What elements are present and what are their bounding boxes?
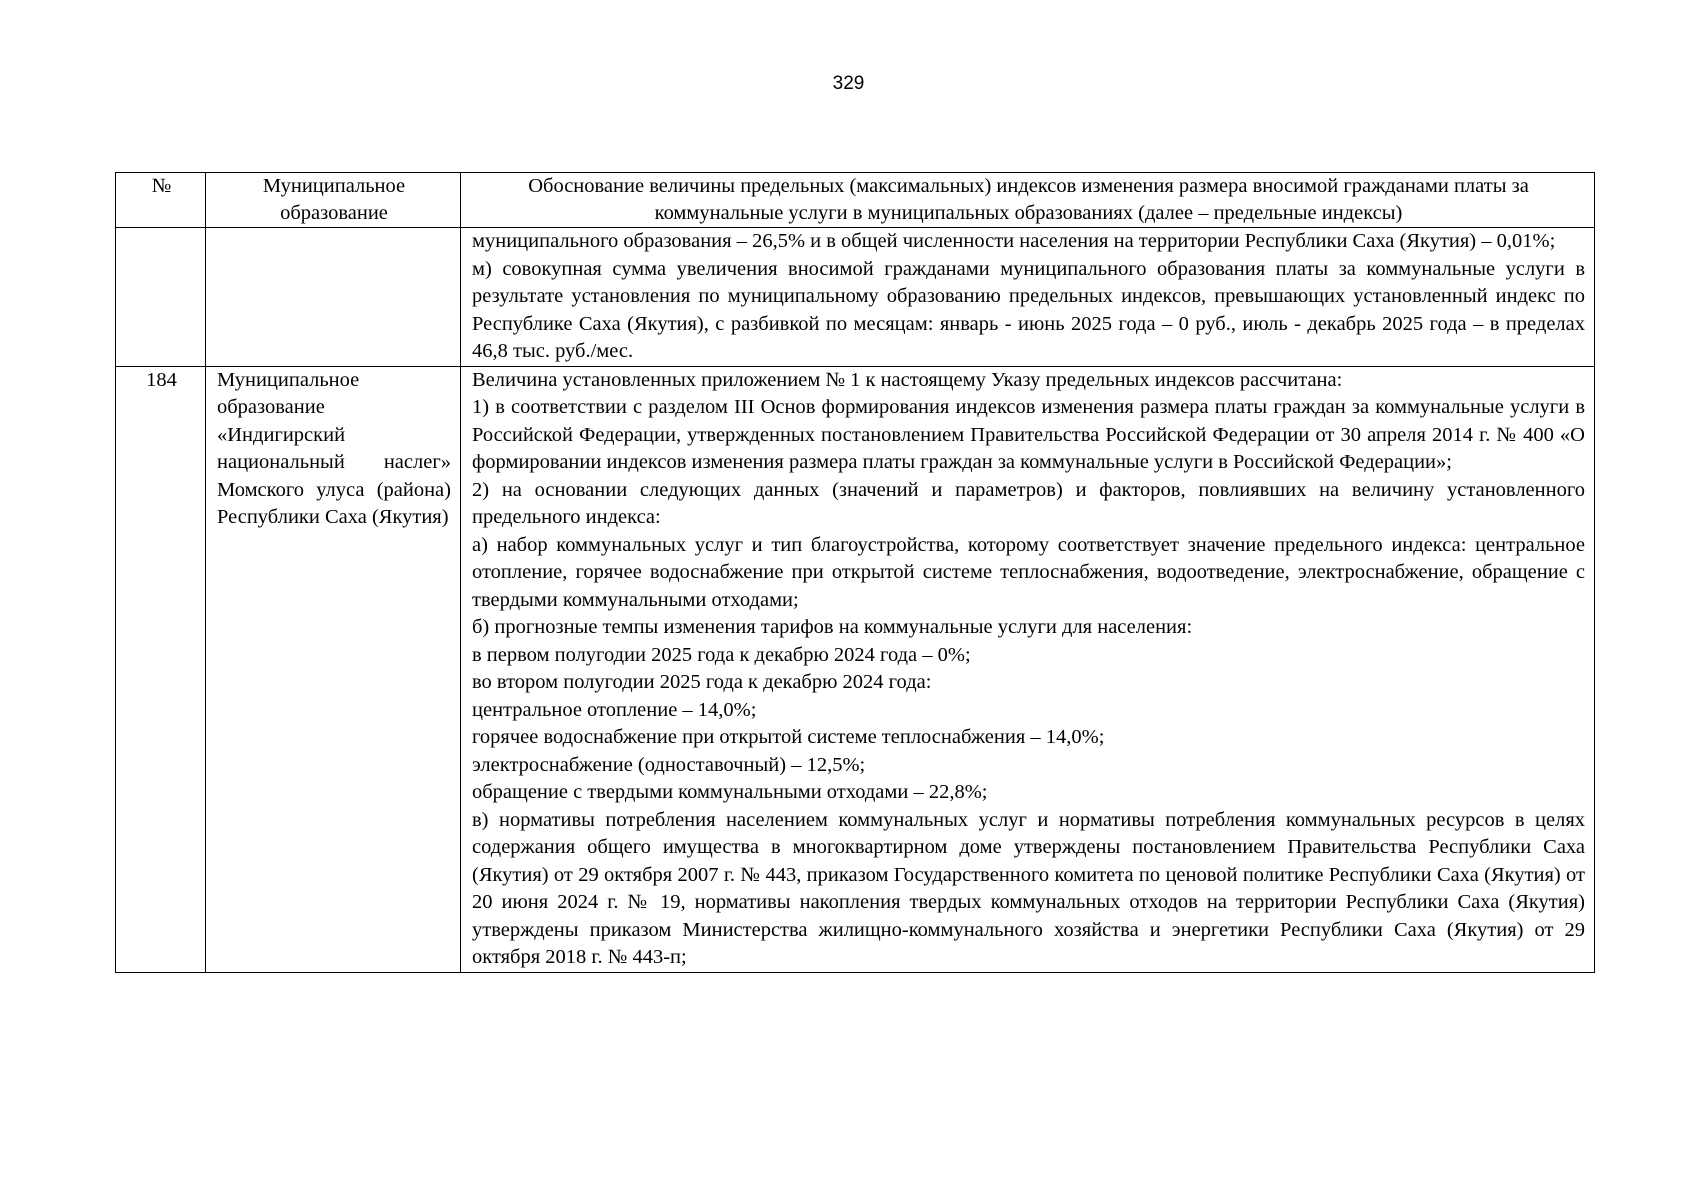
paragraph: м) совокупная сумма увеличения вносимой гражданами муниципального образования платы за коммунальные услуги в результате установления по муниципальному образованию предельных индексов, превышающих установленный индекс по Республике Саха (Якутия), с разбивкой по месяцам: январь - июнь 2025 года – 0 руб., июль - декабрь 2025 года – в пределах 46,8 тыс. руб./мес.: [472, 257, 1585, 362]
paragraph: в) нормативы потребления населением коммунальных услуг и нормативы потребления коммунальных ресурсов в целях содержания общего имущества в многоквартирном доме утверждены постановлением Правительства Республики Саха (Якутия) от 29 октября 2007 г. № 443, приказом Государственного комитета по ценовой политике Республики Саха (Якутия) от 20 июня 2024 г. № 19, нормативы накопления твердых коммунальных отходов на территории Республики Саха (Якутия) утверждены приказом Министерства жилищно-коммунального хозяйства и энергетики Республики Саха (Якутия) от 29 октября 2018 г. № 443-п;: [472, 808, 1585, 968]
paragraph: муниципального образования – 26,5% и в общей численности населения на территории Республики Саха (Якутия) – 0,01%;: [472, 230, 1556, 252]
header-municipality: Муниципальное образование: [206, 173, 461, 228]
header-number: №: [116, 173, 206, 228]
row-number: 184: [116, 366, 206, 972]
paragraph: 2) на основании следующих данных (значений и параметров) и факторов, повлиявших на величину установленного предельного индекса:: [472, 478, 1585, 528]
header-justification: Обоснование величины предельных (максимальных) индексов изменения размера вносимой гражданами платы за коммунальные услуги в муниципальных образованиях (далее – предельные индексы): [461, 173, 1595, 228]
row-municipality: Муниципальное образование «Индигирский национальный наслег» Момского улуса (района) Республики Саха (Якутия): [206, 366, 461, 972]
paragraph: в первом полугодии 2025 года к декабрю 2024 года – 0%;: [472, 643, 971, 666]
paragraph: б) прогнозные темпы изменения тарифов на коммунальные услуги для населения:: [472, 616, 1193, 638]
row-justification: [461, 366, 1595, 972]
row-justification: [461, 228, 1595, 367]
paragraph: а) набор коммунальных услуг и тип благоустройства, которому соответствует значение предельного индекса: центральное отопление, горячее водоснабжение при открытой системе теплоснабжения, водоотведение, электроснабжение, обращение с твердыми коммунальными отходами;: [472, 533, 1585, 611]
row-municipality: [206, 228, 461, 367]
paragraph: электроснабжение (одноставочный) – 12,5%;: [472, 753, 866, 776]
page-number: 329: [832, 73, 865, 94]
justification-table: [115, 172, 1595, 973]
table-row: [116, 366, 1595, 972]
paragraph: горячее водоснабжение при открытой системе теплоснабжения – 14,0%;: [472, 726, 1105, 748]
paragraph: обращение с твердыми коммунальными отходами – 22,8%;: [472, 781, 988, 803]
paragraph: 1) в соответствии с разделом III Основ формирования индексов изменения размера платы граждан за коммунальные услуги в Российской Федерации, утвержденных постановлением Правительства Российской Федерации от 30 апреля 2014 г. № 400 «О формировании индексов изменения размера платы граждан за коммунальные услуги в Российской Федерации»;: [472, 396, 1585, 473]
paragraph: во втором полугодии 2025 года к декабрю 2024 года:: [472, 671, 932, 693]
table-header-row: [116, 173, 1595, 228]
paragraph: центральное отопление – 14,0%;: [472, 698, 757, 721]
row-number: [116, 228, 206, 367]
paragraph: Величина установленных приложением № 1 к настоящему Указу предельных индексов рассчитана:: [472, 368, 1343, 391]
table-row: [116, 228, 1595, 367]
